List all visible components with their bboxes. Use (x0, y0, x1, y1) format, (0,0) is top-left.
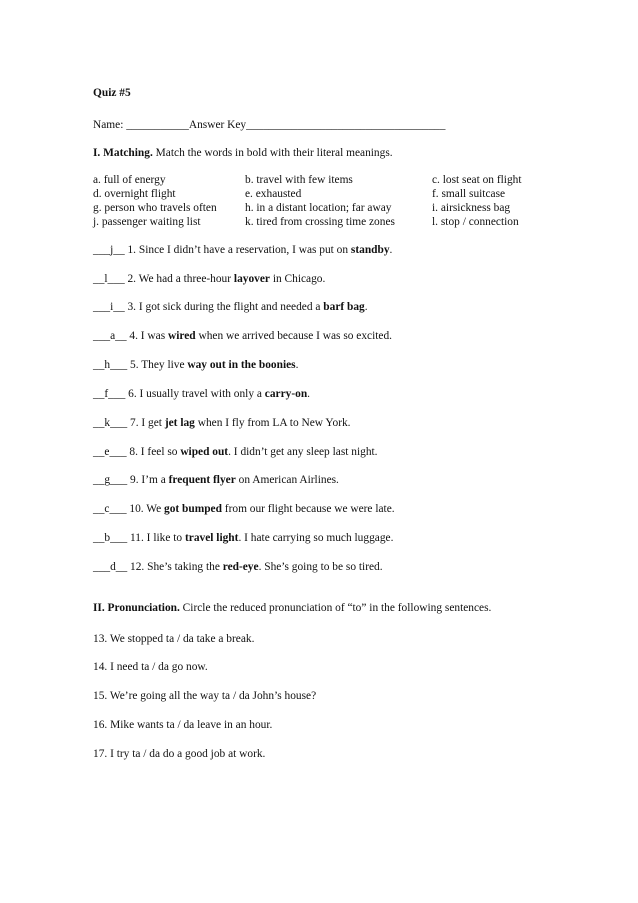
option-g: g. person who travels often (93, 202, 217, 214)
option-l: l. stop / connection (432, 216, 519, 228)
option-i: i. airsickness bag (432, 202, 511, 214)
matching-item-2: __l___ 2. We had a three-hour layover in Chicago. (93, 273, 326, 285)
quiz-title: Quiz #5 (93, 87, 131, 99)
section-1-heading (93, 146, 393, 160)
name-line: Name: ___________Answer Key___________________________________ (93, 119, 446, 131)
option-a: a. full of energy (93, 174, 166, 186)
pronunciation-item-16: 16. Mike wants ta / da leave in an hour. (93, 719, 273, 731)
pronunciation-item-15: 15. We’re going all the way ta / da John’s house? (93, 690, 317, 702)
section-2-title: II. Pronunciation. (93, 602, 180, 614)
matching-item-3: ___i__ 3. I got sick during the flight and needed a barf bag. (93, 301, 368, 313)
matching-item-10: __c___ 10. We got bumped from our flight because we were late. (93, 503, 395, 515)
option-h: h. in a distant location; far away (245, 202, 392, 214)
option-f: f. small suitcase (432, 188, 506, 200)
section-2-instruction: Circle the reduced pronunciation of “to” in the following sentences. (179, 602, 492, 614)
option-k: k. tired from crossing time zones (245, 216, 395, 228)
matching-item-12: ___d__ 12. She’s taking the red-eye. She’s going to be so tired. (93, 561, 383, 573)
option-e: e. exhausted (245, 188, 302, 200)
option-b: b. travel with few items (245, 174, 353, 186)
option-d: d. overnight flight (93, 188, 176, 200)
matching-item-6: __f___ 6. I usually travel with only a carry-on. (93, 388, 311, 400)
pronunciation-item-14: 14. I need ta / da go now. (93, 661, 208, 673)
matching-item-11: __b___ 11. I like to travel light. I hate carrying so much luggage. (93, 532, 394, 544)
pronunciation-item-13: 13. We stopped ta / da take a break. (93, 633, 255, 645)
section-1-title: I. Matching. (93, 147, 153, 159)
option-j: j. passenger waiting list (93, 216, 201, 228)
matching-item-5: __h___ 5. They live way out in the boonies. (93, 359, 299, 371)
section-1-instruction: Match the words in bold with their literal meanings. (152, 147, 393, 159)
option-c: c. lost seat on flight (432, 174, 522, 186)
matching-item-4: ___a__ 4. I was wired when we arrived because I was so excited. (93, 330, 393, 342)
matching-item-9: __g___ 9. I’m a frequent flyer on American Airlines. (93, 474, 339, 486)
pronunciation-item-17: 17. I try ta / da do a good job at work. (93, 748, 266, 760)
matching-item-7: __k___ 7. I get jet lag when I fly from LA to New York. (93, 417, 351, 429)
matching-item-1: ___j__ 1. Since I didn’t have a reservation, I was put on standby. (93, 244, 393, 256)
matching-item-8: __e___ 8. I feel so wiped out. I didn’t get any sleep last night. (93, 446, 378, 458)
section-2-heading (93, 601, 491, 615)
